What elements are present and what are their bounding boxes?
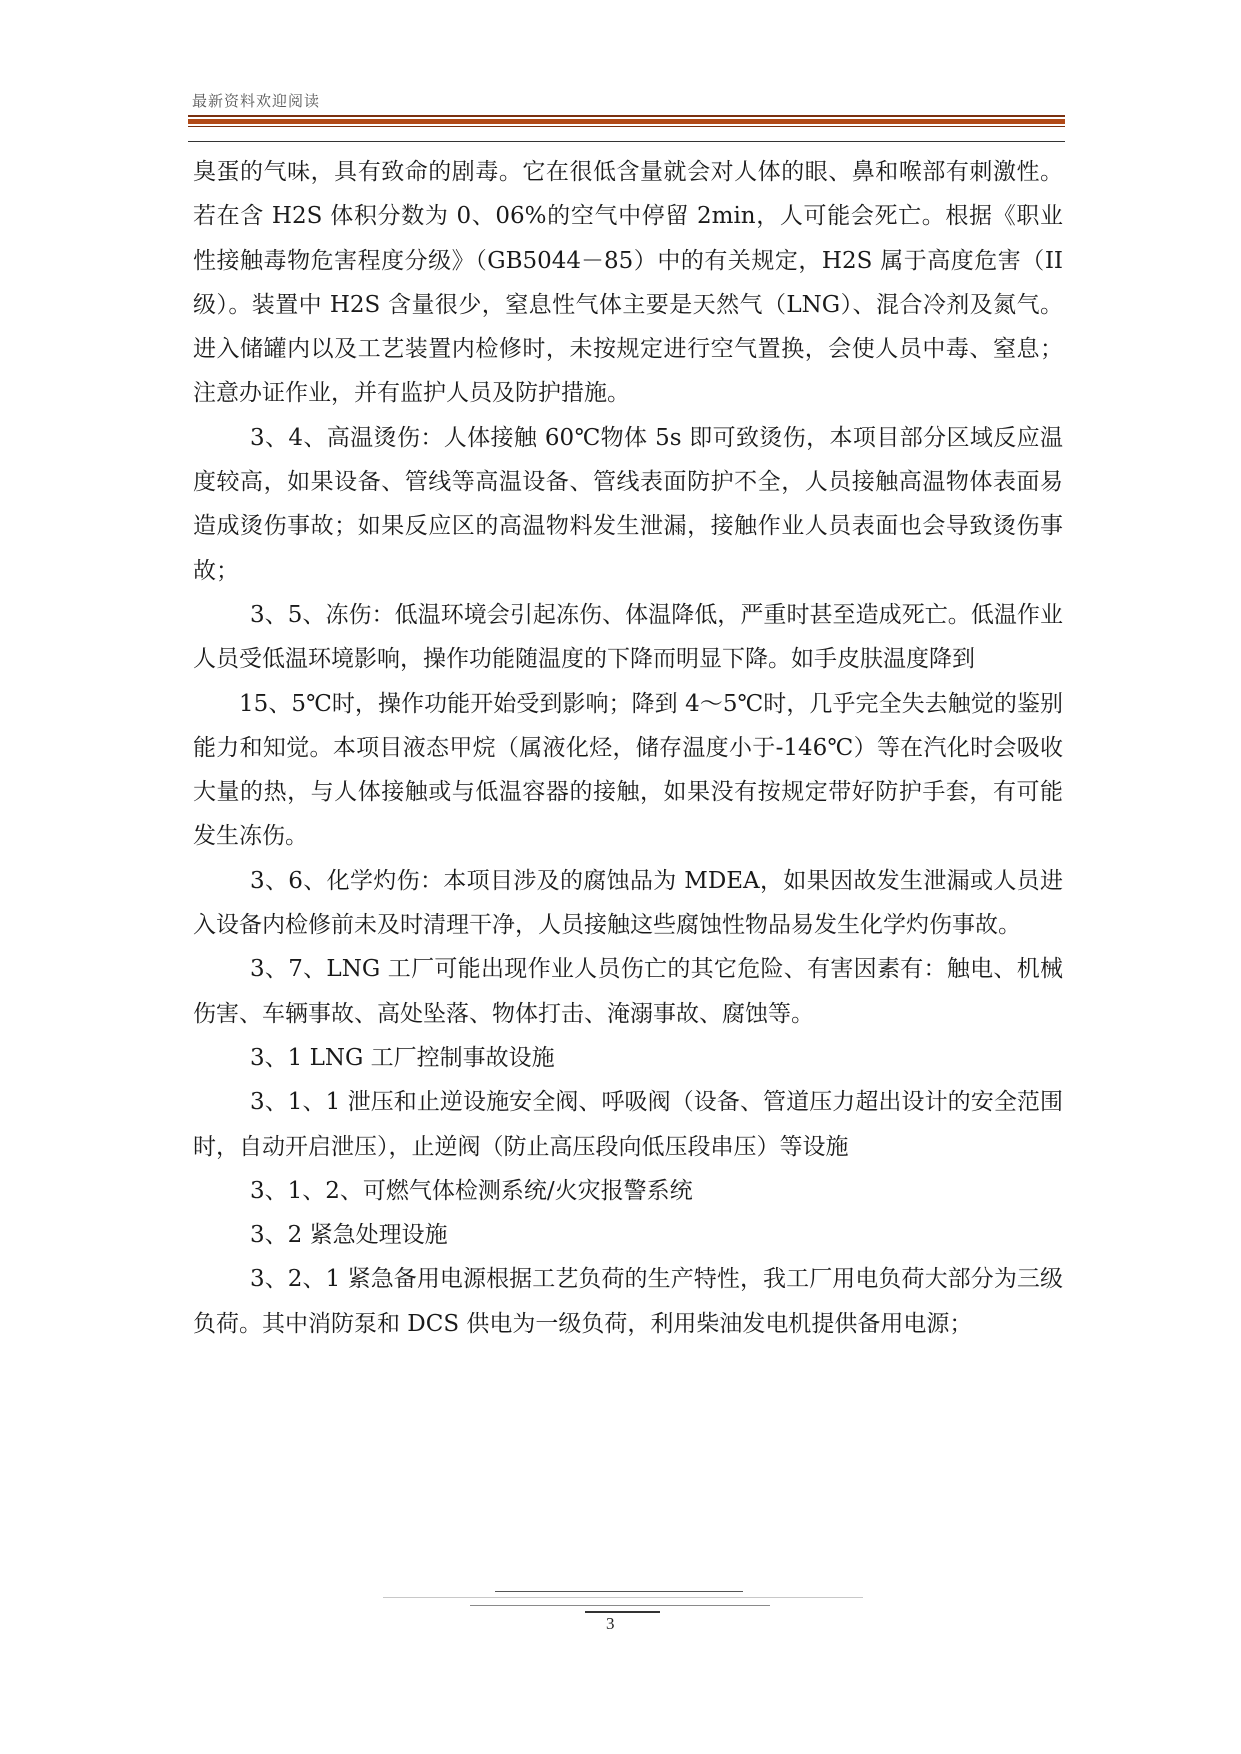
header-rule-top (188, 115, 1065, 117)
body-text (193, 150, 1063, 1346)
paragraph: 3、2、1 紧急备用电源根据工艺负荷的生产特性，我工厂用电负荷大部分为三级负荷。其中消防泵和 DCS 供电为一级负荷，利用柴油发电机提供备用电源； (193, 1266, 1063, 1337)
page-header: 最新资料欢迎阅读 (192, 92, 321, 110)
paragraph: 3、1、2、可燃气体检测系统/火灾报警系统 (250, 1177, 693, 1204)
paragraph: 3、2 紧急处理设施 (250, 1222, 448, 1249)
page-number: 3 (606, 1614, 615, 1633)
paragraph: 3、6、化学灼伤：本项目涉及的腐蚀品为 MDEA，如果因故发生泄漏或人员进入设备内检修前未及时清理干净，人员接触这些腐蚀性物品易发生化学灼伤事故。 (193, 867, 1063, 939)
footer-rule (495, 1591, 743, 1592)
paragraph: 3、7、LNG 工厂可能出现作业人员伤亡的其它危险、有害因素有：触电、机械伤害、车辆事故、高处坠落、物体打击、淹溺事故、腐蚀等。 (193, 956, 1063, 1027)
paragraph: 15、5℃时，操作功能开始受到影响；降到 4～5℃时，几乎完全失去触觉的鉴别能力和知觉。本项目液态甲烷（属液化烃，储存温度小于-146℃）等在汽化时会吸收大量的热，与人体接触或与低温容器的接触，如果没有按规定带好防护手套，有可能发生冻伤。 (193, 690, 1063, 850)
header-rule-dark (188, 141, 1065, 142)
paragraph: 臭蛋的气味，具有致命的剧毒。它在很低含量就会对人体的眼、鼻和喉部有刺激性。若在含 H2S 体积分数为 0、06%的空气中停留 2min，人可能会死亡。根据《职业性接触毒物危害程度分级》（GB5044－85）中的有关规定，H2S 属于高度危害（II 级）。装置中 H2S 含量很少，窒息性气体主要是天然气（LNG）、混合冷剂及氮气。进入储罐内以及工艺装置内检修时，未按规定进行空气置换，会使人员中毒、窒息；注意办证作业，并有监护人员及防护措施。 (193, 159, 1063, 407)
paragraph: 3、1、1 泄压和止逆设施安全阀、呼吸阀（设备、管道压力超出设计的安全范围时，自动开启泄压），止逆阀（防止高压段向低压段串压）等设施 (193, 1089, 1063, 1160)
header-rule-bottom (188, 126, 1065, 127)
paragraph: 3、5、冻伤：低温环境会引起冻伤、体温降低，严重时甚至造成死亡。低温作业人员受低温环境影响，操作功能随温度的下降而明显下降。如手皮肤温度降到 (193, 601, 1063, 673)
paragraph: 3、4、高温烫伤：人体接触 60℃物体 5s 即可致烫伤，本项目部分区域反应温度较高，如果设备、管线等高温设备、管线表面防护不全，人员接触高温物体表面易造成烫伤事故；如果反应区的高温物料发生泄漏，接触作业人员表面也会导致烫伤事故； (193, 424, 1063, 584)
paragraph: 3、1 LNG 工厂控制事故设施 (250, 1044, 555, 1071)
footer-rule (470, 1605, 770, 1606)
footer-rule (585, 1611, 660, 1613)
header-rule-thick (188, 119, 1065, 124)
footer-rule (383, 1597, 863, 1598)
